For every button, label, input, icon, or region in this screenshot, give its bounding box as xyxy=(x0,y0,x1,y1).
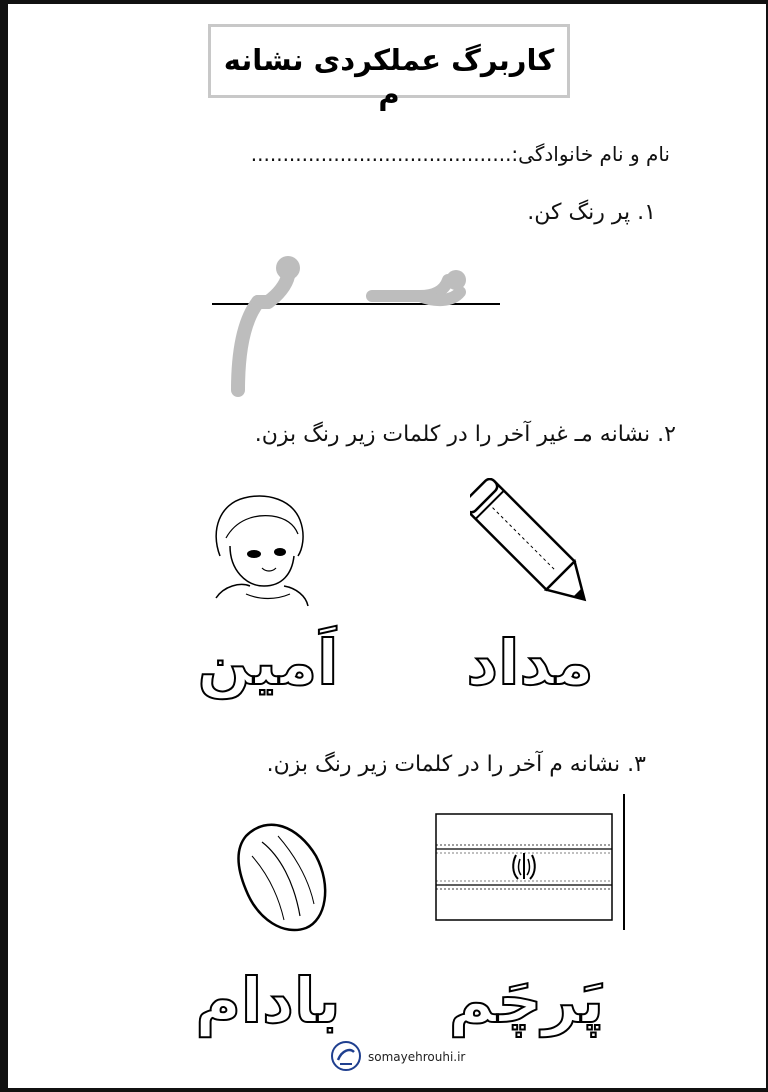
pencil-icon xyxy=(470,478,600,608)
trace-letters-illustration xyxy=(208,240,528,400)
question-3: ۳. نشانه م آخر را در کلمات زیر رنگ بزن. xyxy=(266,752,646,777)
word-pencil: مداد xyxy=(466,626,594,699)
title-box xyxy=(208,24,570,111)
question-2: ۲. نشانه مـ غیر آخر را در کلمات زیر رنگ بزن. xyxy=(254,422,676,447)
word-almond: بادام xyxy=(195,964,341,1037)
word-boy: اَمین xyxy=(197,626,339,699)
name-line: نام و نام خانوادگی:......................................... xyxy=(250,142,670,166)
almond-icon xyxy=(228,816,338,936)
word-flag: پَرچَم xyxy=(448,964,604,1037)
meem-medial-trace xyxy=(372,270,466,300)
flag-iran-icon xyxy=(430,794,640,934)
page-title: کاربرگ عملکردی نشانه م xyxy=(223,43,555,111)
meem-isolated-trace xyxy=(238,256,300,390)
site-logo-icon xyxy=(330,1040,362,1072)
boy-face-icon xyxy=(206,490,310,610)
question-1: ۱. پر رنگ کن. xyxy=(527,200,656,225)
worksheet-page xyxy=(8,4,766,1088)
footer-site: somayehrouhi.ir xyxy=(368,1050,466,1064)
